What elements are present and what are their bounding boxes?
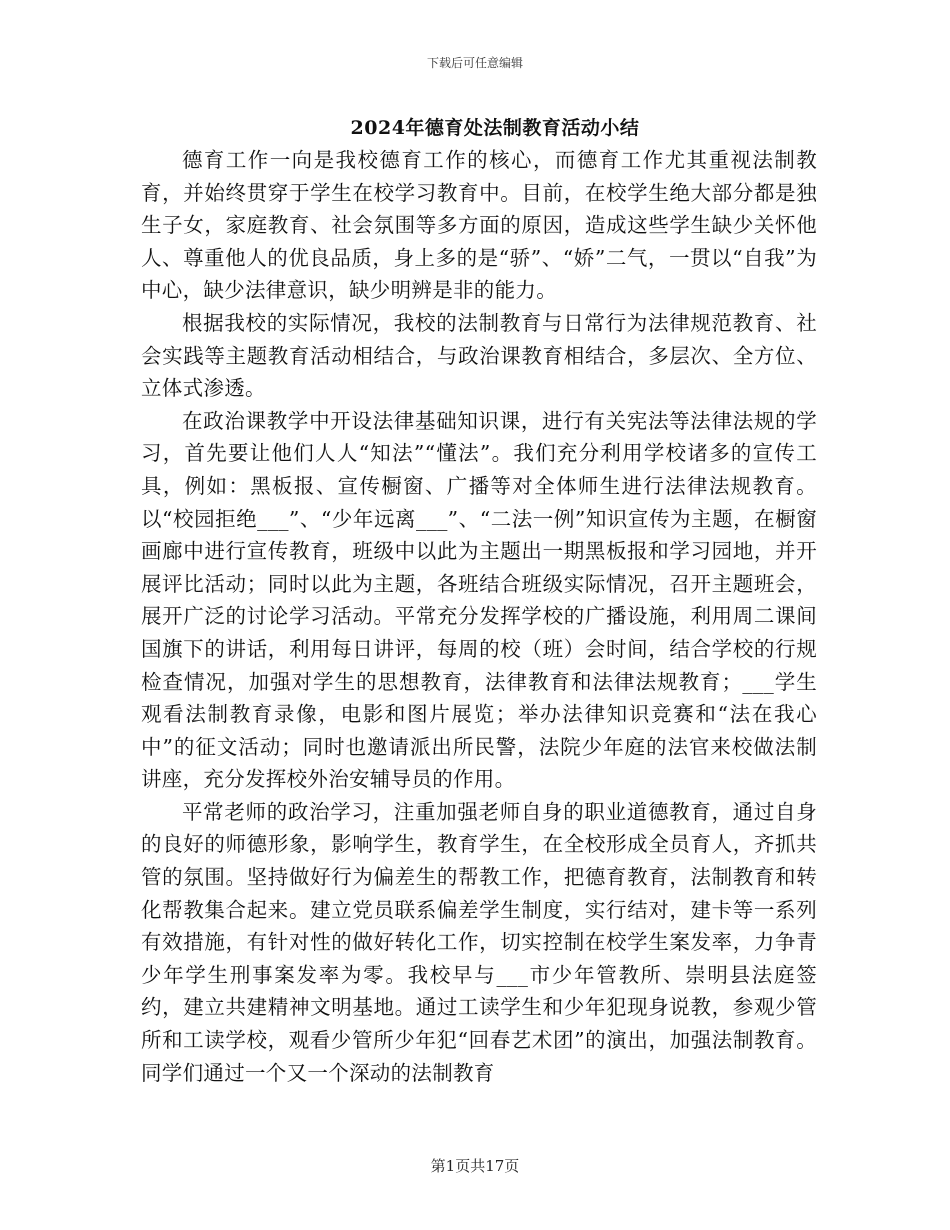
paragraph-1: 德育工作一向是我校德育工作的核心，而德育工作尤其重视法制教育，并始终贯穿于学生在校学习教育中。目前，在校学生绝大部分都是独生子女，家庭教育、社会氛围等多方面的原因，造成这些学生缺少关怀他人、尊重他人的优良品质，身上多的是“骄”、“娇”二气，一贯以“自我”为中心，缺少法律意识，缺少明辨是非的能力。 <box>141 148 817 303</box>
paragraph-3: 在政治课教学中开设法律基础知识课，进行有关宪法等法律法规的学习，首先要让他们人人“知法”“懂法”。我们充分利用学校诸多的宣传工具，例如：黑板报、宣传橱窗、广播等对全体师生进行法律法规教育。以“校园拒绝___”、“少年远离___”、“二法一例”知识宣传为主题，在橱窗画廊中进行宣传教育，班级中以此为主题出一期黑板报和学习园地，并开展评比活动；同时以此为主题，各班结合班级实际情况，召开主题班会，展开广泛的讨论学习活动。平常充分发挥学校的广播设施，利用周二课间国旗下的讲话，利用每日讲评，每周的校（班）会时间，结合学校的行规检查情况，加强对学生的思想教育，法律教育和法律法规教育；___学生观看法制教育录像，电影和图片展览；举办法律知识竞赛和“法在我心中”的征文活动；同时也邀请派出所民警，法院少年庭的法官来校做法制讲座，充分发挥校外治安辅导员的作用。 <box>141 408 817 792</box>
document-title: 2024年德育处法制教育活动小结 <box>350 117 640 139</box>
paragraph-4: 平常老师的政治学习，注重加强老师自身的职业道德教育，通过自身的良好的师德形象，影响学生，教育学生，在全校形成全员育人，齐抓共管的氛围。坚持做好行为偏差生的帮教工作，把德育教育，法制教育和转化帮教集合起来。建立党员联系偏差学生制度，实行结对，建卡等一系列有效措施，有针对性的做好转化工作，切实控制在校学生案发率，力争青少年学生刑事案发率为零。我校早与___市少年管教所、崇明县法庭签约，建立共建精神文明基地。通过工读学生和少年犯现身说教，参观少管所和工读学校，观看少管所少年犯“回春艺术团”的演出，加强法制教育。同学们通过一个又一个深动的法制教育 <box>141 799 817 1085</box>
document-body <box>141 144 817 1089</box>
paragraph-2: 根据我校的实际情况，我校的法制教育与日常行为法律规范教育、社会实践等主题教育活动相结合，与政治课教育相结合，多层次、全方位、立体式渗透。 <box>141 310 817 401</box>
header-note: 下载后可任意编辑 <box>426 56 523 70</box>
page-footer: 第1页共17页 <box>430 1157 520 1175</box>
